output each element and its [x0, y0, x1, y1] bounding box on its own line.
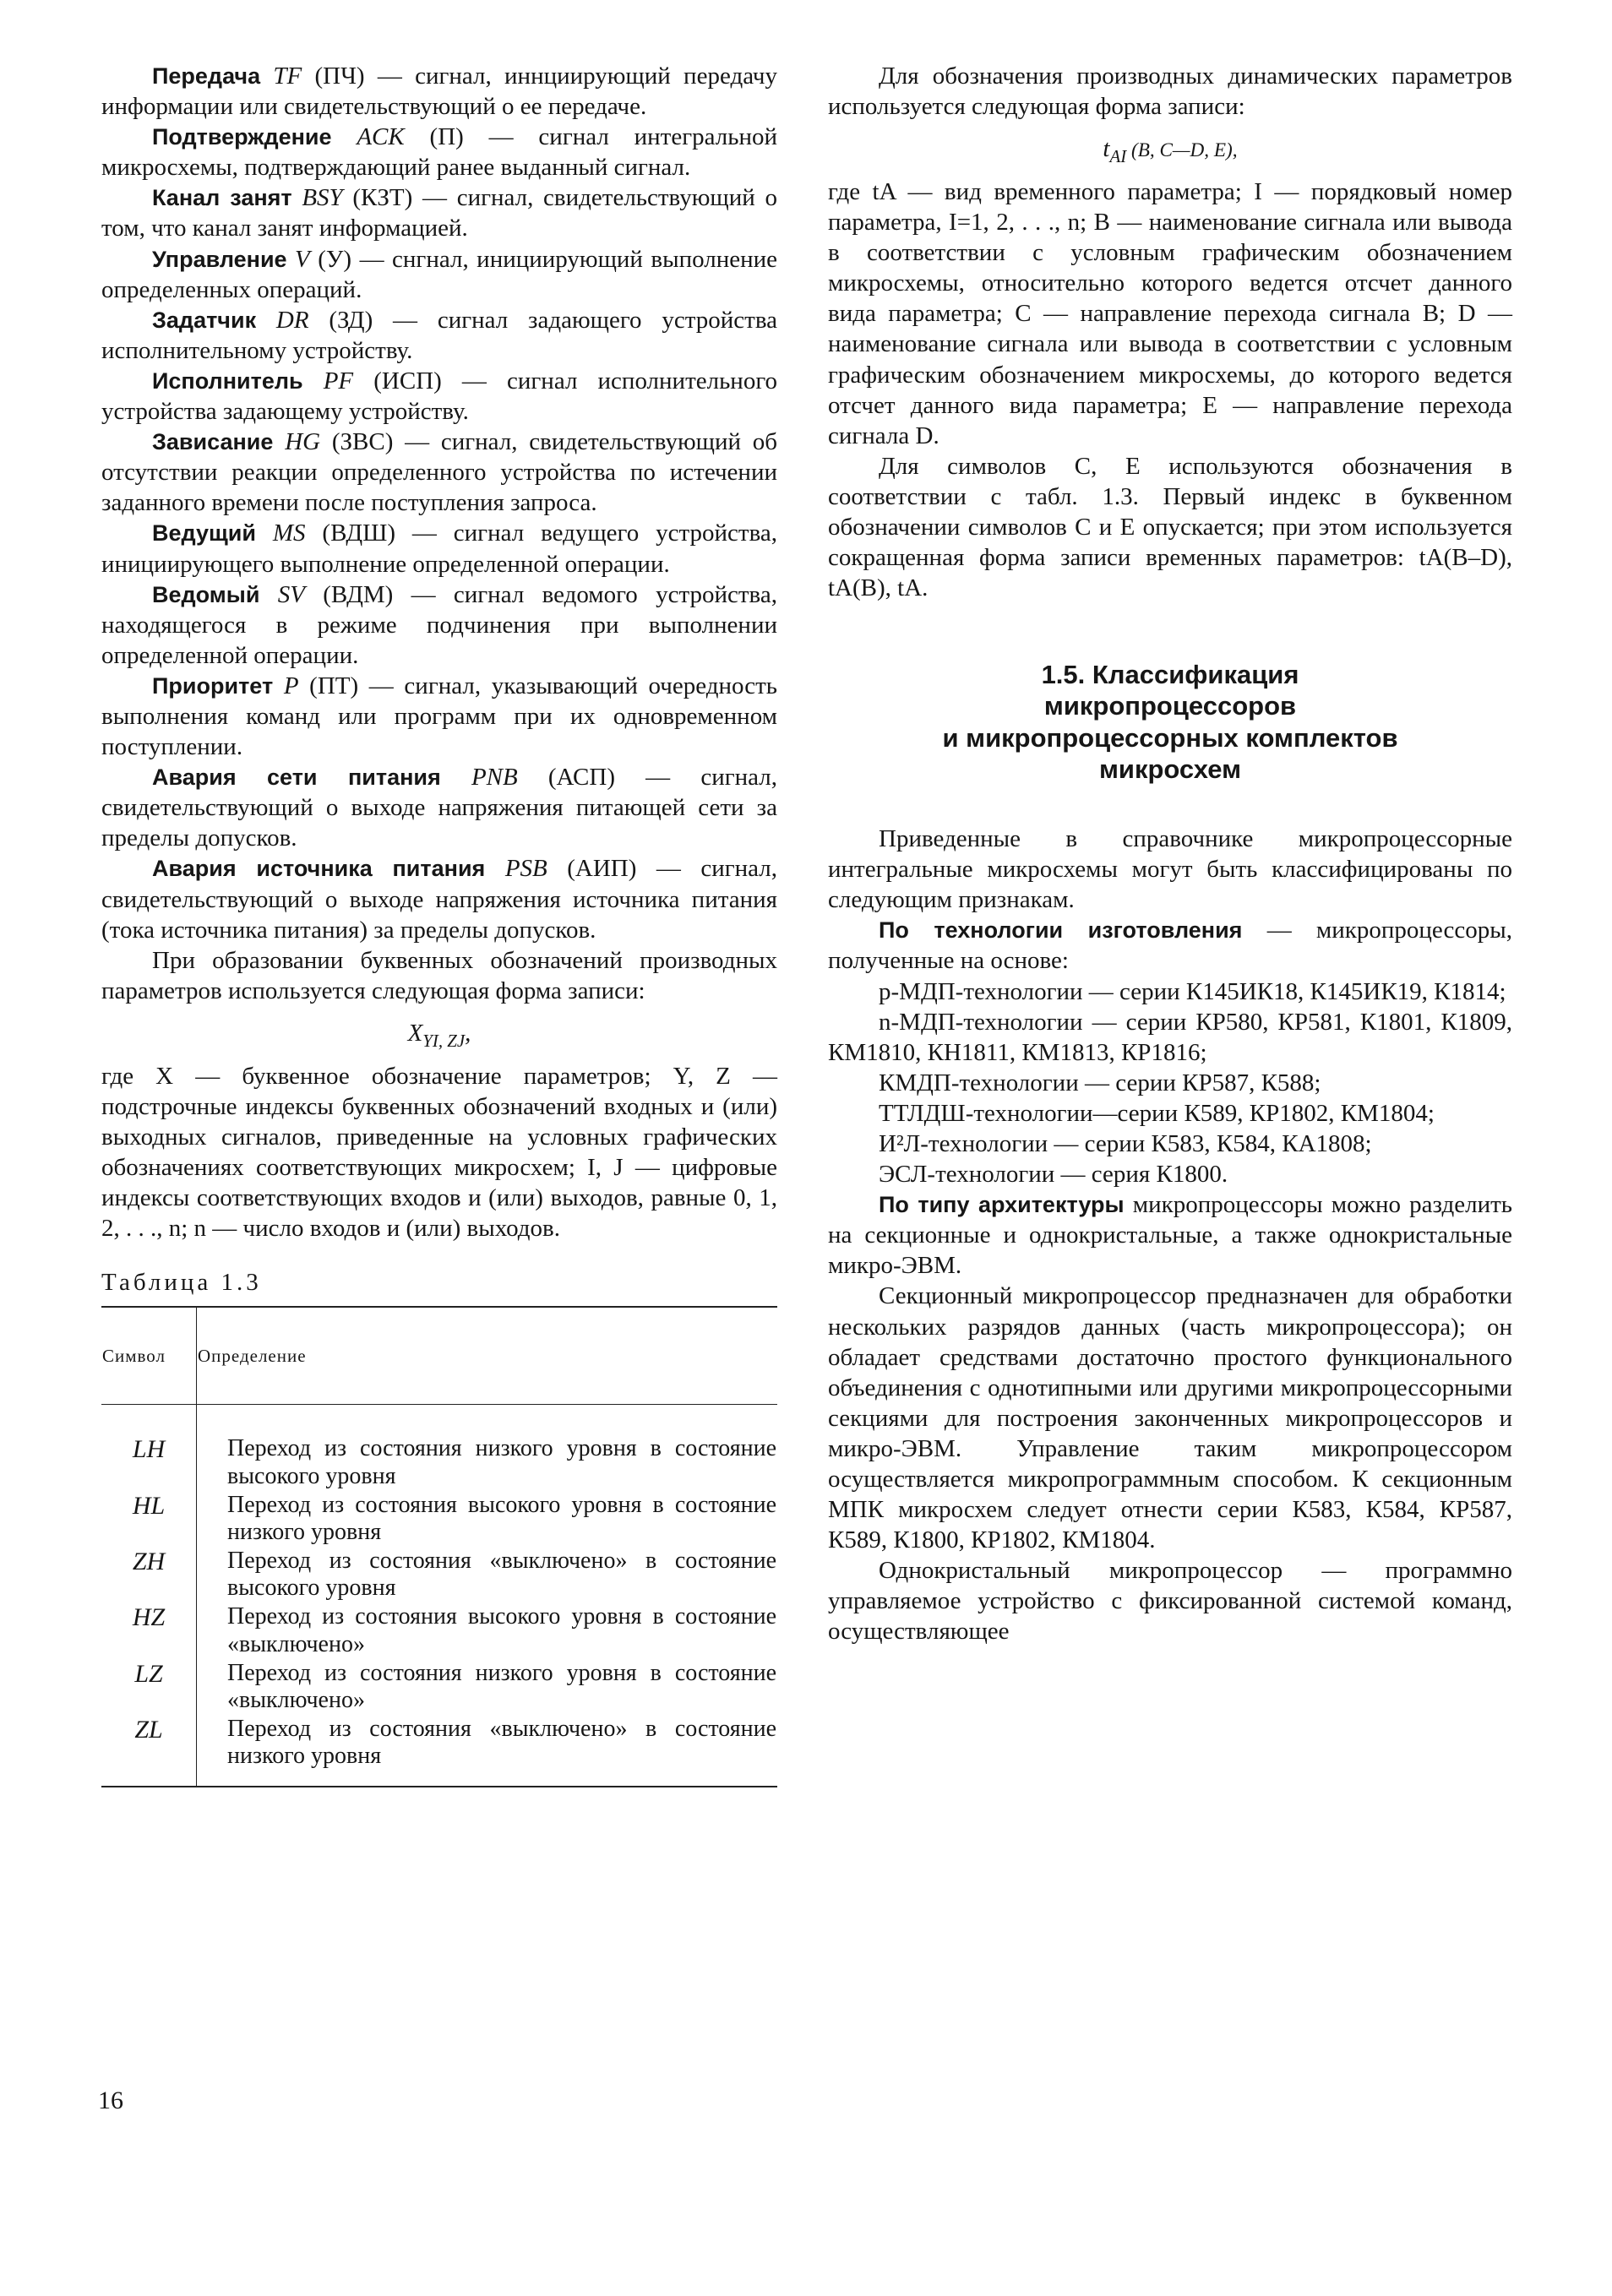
signal-symbol: ACK [357, 123, 405, 151]
technology-item: ТТЛДШ-технологии—серии К589, КР1802, КМ1804; [879, 1099, 1435, 1127]
formula2-args: (B, C—D, E), [1126, 139, 1238, 162]
formula-trail: , [465, 1019, 471, 1047]
classified-paragraph: Приведенные в справочнике микропроцессорные интегральные микросхемы могут быть классифицированы по следующим признакам. [828, 825, 1512, 914]
signal-term: Ведущий [152, 520, 256, 547]
derived-params-intro: При образовании буквенных обозначений производных параметров используется следующая форма записи: [101, 946, 777, 1004]
where-paragraph-2: где tA — вид временного параметра; I — порядковый номер параметра, I=1, 2, . . ., n; B — наименование сигнала или вывода в соответствии с условным графическим обозначением микросхемы, относительно которого ведется отсчет данного вида параметра; C — направление перехода сигнала B; D — наименование сигнала или вывода в соответствии с условным графическим обозначением микросхемы, до которого ведется отсчет данного вида параметра; E — направление перехода сигнала D. [828, 177, 1512, 449]
signal-text: (ВДМ) — сигнал ведомого устройства, находящегося в режиме подчинения при выполнении определенной операции. [101, 580, 777, 669]
table-row [101, 1405, 777, 1491]
signal-term: Канал занят [152, 185, 292, 211]
signal-term: Передача [152, 63, 261, 89]
signal-symbol: HG [285, 428, 321, 456]
signal-term: Ведомый [152, 581, 260, 607]
section-mp-paragraph: Секционный микропроцессор предназначен для обработки нескольких разрядов данных (часть микропроцессора); он обладает средствами достаточно простого функционального объединения с однотипными или другими микропроцессорными секциями для построения законченных микропроцессоров и микро-ЭВМ. Управление таким микропроцессором осуществляется микропрограммным способом. К секционным МПК микросхем следует отнести серии К583, К584, КР587, К589, К1800, КР1802, КМ1804. [828, 1282, 1512, 1554]
right-column [828, 61, 1512, 1647]
technology-text: — микропроцессоры, полученные на основе: [828, 917, 1513, 975]
table-cell-definition: Переход из состояния «выключено» в состояние низкого уровня [197, 1715, 778, 1786]
signal-text: (КЗТ) — сигнал, свидетельствующий о том, что канал занят информацией. [101, 184, 778, 242]
heading-line: микросхем [1098, 754, 1242, 784]
signal-text: (ЗВС) — сигнал, свидетельствующий об отсутствии реакции определенного устройства по истечении заданного времени после поступления запроса. [101, 428, 778, 517]
signal-symbol: MS [272, 520, 306, 547]
table-cell-symbol: ZH [101, 1547, 197, 1602]
technology-item: p-МДП-технологии — серии К145ИК18, К145ИК19, К1814; [879, 977, 1506, 1005]
signal-definition [101, 305, 777, 366]
table-row [101, 1602, 777, 1658]
technology-item: ЭСЛ-технологии — серия К1800. [879, 1161, 1228, 1189]
signal-text: (ВДШ) — сигнал ведущего устройства, инициирующего выполнение определенной операции. [101, 520, 778, 578]
heading-line: 1.5. Классификация [1041, 660, 1299, 690]
signal-term: Авария сети питания [152, 764, 441, 791]
architecture-paragraph [828, 1189, 1512, 1281]
page-number: 16 [98, 2087, 123, 2114]
signal-text: (П) — сигнал интегральной микросхемы, подтверждающий ранее выданный сигнал. [101, 123, 777, 182]
signal-definition [101, 122, 777, 182]
signal-term: Подтверждение [152, 124, 332, 150]
signal-definition [101, 762, 777, 853]
table-row [101, 1547, 777, 1602]
signal-symbol: P [283, 672, 299, 699]
table-cell-definition: Переход из состояния «выключено» в состояние высокого уровня [227, 1548, 776, 1602]
signal-definition [101, 853, 777, 944]
table-caption: Таблица 1.3 [101, 1269, 262, 1297]
signal-text: (ЗД) — сигнал задающего устройства исполнительному устройству. [101, 306, 778, 364]
technology-item: КМДП-технологии — серии КР587, К588; [879, 1069, 1321, 1096]
table-cell-symbol: ZL [101, 1715, 197, 1786]
formula2-symbol: t [1103, 135, 1110, 163]
table-cell-definition: Переход из состояния высокого уровня в состояние низкого уровня [227, 1491, 776, 1545]
signal-definition [101, 366, 777, 427]
architecture-text: микропроцессоры можно разделить на секционные и однокристальные, а также однокристальные микро-ЭВМ. [828, 1191, 1512, 1280]
signal-definition [101, 518, 777, 579]
heading-line: и микропроцессорных комплектов [942, 722, 1398, 753]
signal-term: Исполнитель [152, 367, 303, 394]
technology-term: По технологии изготовления [879, 917, 1243, 944]
signal-symbol: BSY [302, 184, 343, 212]
symbols-paragraph: Для символов C, E используются обозначения в соответствии с табл. 1.3. Первый индекс в буквенном обозначении символов C и E опускается; при этом используется сокращенная форма записи временных параметров: tA(B–D), tA(B), tA. [828, 452, 1512, 602]
table-cell-symbol: LZ [101, 1659, 197, 1715]
signal-text: (ПТ) — сигнал, указывающий очередность выполнения команд или программ при их одновременном поступлении. [101, 672, 777, 761]
table-header-symbol: Символ [101, 1307, 197, 1405]
table-header-row [101, 1307, 777, 1405]
table-cell-symbol: LH [101, 1405, 197, 1491]
table-row [101, 1491, 777, 1547]
signal-definition [101, 182, 777, 243]
left-column [101, 61, 777, 1787]
signal-term: Задатчик [152, 307, 257, 333]
technology-item: n-МДП-технологии — серии КР580, КР581, К1801, К1809, КМ1810, КН1811, КМ1813, КР1816; [828, 1008, 1512, 1066]
table-cell-symbol: HZ [101, 1602, 197, 1658]
signal-definition [101, 244, 777, 305]
table-cell-symbol: HL [101, 1491, 197, 1547]
signal-text: (У) — снгнал, инициирующий выполнение определенных операций. [101, 245, 778, 303]
technology-paragraph [828, 915, 1512, 976]
signal-symbol: PSB [504, 855, 547, 883]
table-cell-definition: Переход из состояния низкого уровня в состояние «выключено» [227, 1659, 776, 1714]
table-header-definition: Определение [197, 1307, 778, 1405]
table-cell-definition: Переход из состояния высокого уровня в состояние «выключено» [227, 1603, 776, 1657]
signal-symbol: DR [275, 306, 309, 334]
symbol-table [101, 1306, 777, 1787]
signal-term: Управление [152, 246, 287, 272]
signal-symbol: V [295, 245, 310, 273]
formula2-subscript: AI [1109, 145, 1127, 166]
dynamic-params-intro: Для обозначения производных динамических параметров используется следующая форма записи: [828, 63, 1512, 121]
signal-text: (АИП) — сигнал, свидетельствующий о выходе напряжения источника питания (тока источника питания) за пределы допусков. [101, 855, 778, 944]
signal-symbol: TF [273, 63, 302, 90]
where-paragraph: где X — буквенное обозначение параметров; Y, Z — подстрочные индексы буквенных обозначений входных и (или) выходных сигналов, приведенные на условных графических обозначениях соответствующих микросхем; I, J — цифровые индексы соответствующих входов и (или) выходов, равные 0, 1, 2, . . ., n; n — число входов и (или) выходов. [101, 1062, 777, 1243]
signal-symbol: PNB [471, 764, 518, 792]
signal-definition [101, 61, 777, 122]
table-row [101, 1715, 777, 1786]
signal-symbol: SV [277, 580, 305, 608]
signal-symbol: PF [323, 367, 354, 394]
signal-term: Зависание [152, 429, 274, 455]
signal-term: Приоритет [152, 672, 274, 699]
signal-definitions [101, 61, 777, 945]
heading-line: микропроцессоров [1043, 691, 1297, 721]
formula-derived [101, 1018, 777, 1053]
signal-term: Авария источника питания [152, 856, 486, 882]
technology-list [828, 977, 1512, 1190]
signal-definition [101, 579, 777, 671]
architecture-term: По типу архитектуры [879, 1192, 1125, 1218]
formula-subscript: YI, ZJ [422, 1030, 466, 1051]
signal-text: (ПЧ) — сигнал, иннциирующий передачу информации или свидетельствующий о ее передаче. [101, 63, 777, 121]
formula-dynamic [828, 133, 1512, 168]
technology-item: И²Л-технологии — серии К583, К584, КА1808; [879, 1129, 1372, 1157]
section-heading [828, 659, 1512, 785]
table-row [101, 1659, 777, 1715]
signal-text: (АСП) — сигнал, свидетельствующий о выходе напряжения питающей сети за пределы допусков. [101, 764, 777, 852]
table-body [101, 1405, 777, 1787]
signal-definition [101, 427, 777, 518]
formula-symbol: X [407, 1019, 423, 1047]
signal-text: (ИСП) — сигнал исполнительного устройства задающему устройству. [101, 367, 778, 426]
single-chip-paragraph: Однокристальный микропроцессор — программно управляемое устройство с фиксированной системой команд, осуществляющее [828, 1557, 1512, 1646]
table-cell-definition: Переход из состояния низкого уровня в состояние высокого уровня [227, 1435, 776, 1489]
signal-definition [101, 671, 777, 762]
